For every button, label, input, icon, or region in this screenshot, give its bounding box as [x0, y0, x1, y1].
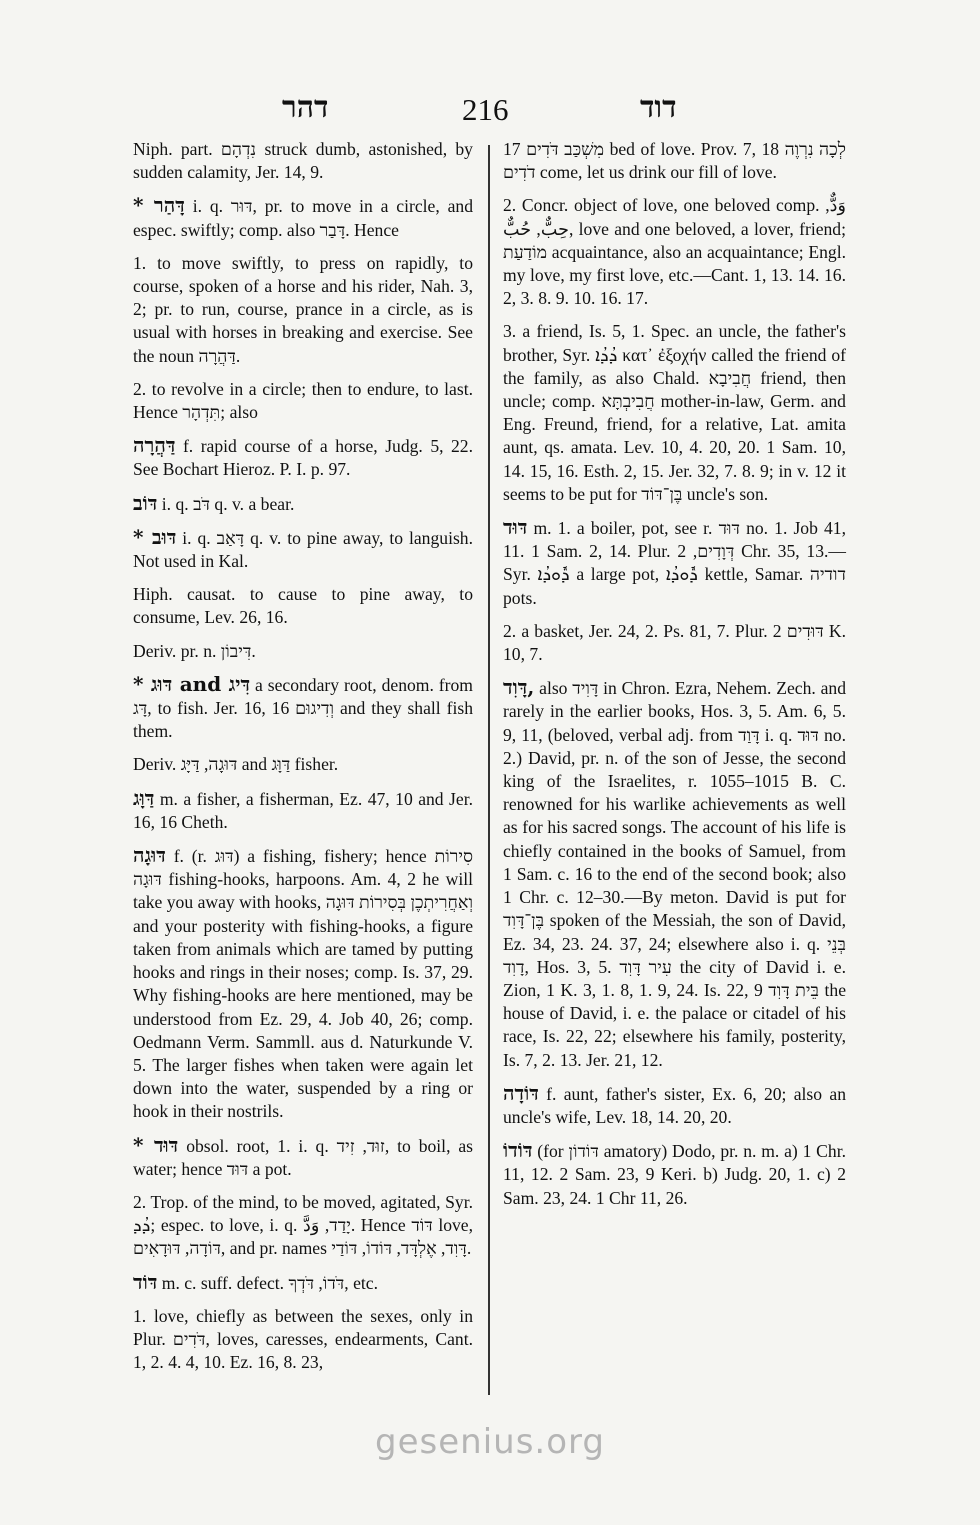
- headword: דַּוָּג: [133, 785, 155, 810]
- dictionary-entry: [503, 516, 846, 610]
- entry-text: 2. Concr. object of love, one beloved comp. وَدٌّ, حِبٌّ, حُبٌّ, love and one beloved, a lover, friend; מוֹדַעַת acquaintance, also an acquaintance; Engl. my love, my first love, etc.—Cant. 1, 13. 14. 16. 2, 3. 8. 9. 10. 16. 17.: [503, 195, 846, 309]
- entry-text: 2. Trop. of the mind, to be moved, agitated, Syr. ܕܳܕ; espec. to love, i. q. יָדַד, وَدَّ. Hence דּוֹד love, דּוֹדָה, דּוּדָאִים, and pr. names דָּוִד, אֶלְדָּד, דּוֹדוֹ, דּוֹדַי.: [133, 1191, 474, 1259]
- headword: * דּוּד: [133, 1132, 179, 1157]
- dictionary-entry: [133, 673, 473, 744]
- entry-text: 3. a friend, Is. 5, 1. Spec. an uncle, the father's brother, Syr. ܕܳܕܳܐ κατ᾽ ἐξοχήν called the friend of the family, as also Chald. חֲבִיבָא friend, then uncle; comp. חֲבִיבְתָּא mother-in-law, Germ. and Eng. Freund, friend, for a relative, Lat. amita aunt, qs. amata. Lev. 10, 4. 20, 20. 1 Sam. 10, 14. 15, 16. Esth. 2, 15. Jer. 32, 7. 8. 9; in v. 12 it seems to be put for בֶּן־דּוֹד uncle's son.: [503, 321, 846, 504]
- entry-text: obsol. root, 1. i. q. זוּד, זִיד, to boil, as water; hence דּוּד a pot.: [133, 1135, 474, 1179]
- entry-text: Niph. part. נִדְהָם struck dumb, astonished, by sudden calamity, Jer. 14, 9.: [133, 139, 473, 183]
- headword: דּוּד: [503, 515, 528, 540]
- dictionary-entry: [133, 434, 473, 481]
- entry-text: m. 1. a boiler, pot, see r. דּוּד no. 1. Job 41, 11. 1 Sam. 2, 14. Plur. דְּוָדִים, 2 Chr. 35, 13.—Syr. ܕܽܘܕܳܐ a large pot, ܕܽܘܕܳܐ kettle, Samar. דודיה pots.: [503, 518, 846, 608]
- headword: * דּוּב: [133, 524, 177, 549]
- dictionary-entry: [133, 492, 473, 516]
- entry-text: 2. to revolve in a circle; then to endure, to last. Hence תִּדְהָר; also: [133, 378, 473, 423]
- entry-text: Hiph. causat. to cause to pine away, to consume, Lev. 26, 16.: [133, 584, 473, 628]
- dictionary-entry: [133, 194, 473, 241]
- dictionary-entry: [133, 526, 473, 573]
- entry-text: also דָּוִיד in Chron. Ezra, Nehem. Zech. and rarely in the earlier books, Hos. 3, 5. Am. 6, 5. 9, 11, (beloved, verbal adj. from דָּוַד i. q. דּוּד no. 2.) David, pr. n. of the son of Jesse, the second king of the Israelites, r. 1055–1015 B. C. renowned for his warlike achievements as well as for his sacred songs. The account of his life is chiefly contained in the books of Samuel, from 1 Sam. c. 16 to the end of the second book; also 1 Chr. c. 12–30.—By meton. David is put for בֶּן־דָּוִד spoken of the Messiah, the son of David, Ez. 34, 23. 24. 37, 24; elsewhere also i. q. בְּנֵי דָוִד, Hos. 3, 5. עִיר דָּוִד the city of David i. e. Zion, 1 K. 3, 1. 8, 1. 9, 24. Is. 22, 9 בֵּית דָּוִד the house of David, i. e. the palace or citadel of his race, Is. 22, 22; elsewhere his family, posterity, Is. 7, 2. 13. Jer. 21, 12.: [503, 678, 847, 1070]
- entry-text: (for דּוֹדוֹן amatory) Dodo, pr. n. m. a) 1 Chr. 11, 12. 2 Sam. 23, 9 Keri. b) Judg. 20, 1. c) 2 Sam. 23, 24. 1 Chr 11, 26.: [503, 1141, 846, 1208]
- dictionary-entry: [133, 1191, 473, 1261]
- dictionary-entry: [503, 1082, 846, 1129]
- headword: דּוֹב: [133, 490, 158, 515]
- entry-text: 1. to move swiftly, to press on rapidly, to course, spoken of a horse and his rider, Nah. 3, 2; pr. to run, course, prance in a circle, as is usual with horses in breaking and exercise. See the noun דַּהֲרָה.: [133, 252, 473, 366]
- headword: * דּוּג and דִּיג: [133, 671, 251, 696]
- entry-text: Deriv. pr. n. דִּיבוֹן.: [133, 640, 256, 661]
- column-divider: [488, 145, 490, 1395]
- entry-text: a secondary root, denom. from דָּג, to fish. Jer. 16, 16 וְדִיגוּם and they shall fish them.: [133, 674, 473, 742]
- headword: * דָּהַר: [133, 193, 185, 218]
- entry-text: 2. a basket, Jer. 24, 2. Ps. 81, 7. Plur. דּוּדִים 2 K. 10, 7.: [503, 620, 846, 665]
- headword: דּוֹדוֹ: [503, 1138, 533, 1163]
- page-number: 216: [462, 92, 509, 127]
- dictionary-entry: [133, 1305, 473, 1375]
- dictionary-entry: [133, 583, 473, 629]
- dictionary-entry: [503, 1139, 846, 1210]
- dictionary-entry: [133, 640, 473, 663]
- dictionary-entry: [503, 138, 846, 184]
- dictionary-entry: [133, 138, 473, 184]
- headword: דַּהֲרָה: [133, 433, 176, 458]
- headword: דּוּגָה: [133, 843, 166, 868]
- entry-text: i. q. דֹּב q. v. a bear.: [161, 493, 295, 514]
- headword: דּוֹדָה: [503, 1080, 539, 1105]
- dictionary-entry: [133, 1134, 473, 1181]
- dictionary-entry: [133, 378, 473, 424]
- headword: דָּוִד,: [503, 675, 535, 700]
- entry-text: f. (r. דּוּג) a fishing, fishery; hence סִירוֹת דּוּגָה fishing-hooks, harpoons. Am. 4, 2 he will take you away with hooks, וְאַחֲרִיתְכֶן בְּסִירוֹת דּוּגָה and your posterity with fishing-hooks, a figure taken from animals which are tamed by putting hooks and rings in their noses; comp. Is. 37, 29. Why fishing-hooks are here mentioned, may be understood from Ez. 29, 4. Job 40, 26; comp. Oedmann Verm. Sammll. aus d. Naturkunde V. 5. The larger fishes when taken were again let down into the water, suspended by a ring or hook in their nostrils.: [133, 846, 473, 1122]
- entry-text: i. q. דּוּר, pr. to move in a circle, and espec. swiftly; comp. also דָּבַר. Hence: [133, 196, 474, 240]
- entry-text: f. aunt, father's sister, Ex. 6, 20; also an uncle's wife, Lev. 18, 14. 20, 20.: [503, 1083, 846, 1127]
- dictionary-entry: [133, 844, 473, 1123]
- entry-text: 1. love, chiefly as between the sexes, only in Plur. דֹּדִים, loves, caresses, endearments, Cant. 1, 2. 4. 4, 10. Ez. 16, 8. 23,: [133, 1305, 473, 1373]
- dictionary-entry: [503, 676, 846, 1071]
- entry-text: m. a fisher, a fisherman, Ez. 47, 10 and Jer. 16, 16 Cheth.: [133, 788, 473, 832]
- entry-text: Deriv. דּוּגָה, דַּיָּג and דַּוָּג fisher.: [133, 754, 339, 775]
- headword: דּוֹד: [133, 1269, 158, 1294]
- entry-text: f. rapid course of a horse, Judg. 5, 22. See Bochart Hieroz. P. I. p. 97.: [133, 436, 473, 480]
- dictionary-entry: [503, 194, 846, 310]
- running-head-left: דהר: [282, 90, 329, 125]
- dictionary-entry: [133, 753, 473, 776]
- dictionary-entry: [133, 1271, 473, 1295]
- left-column: [133, 138, 473, 1384]
- entry-text: 17 מִשְׁכַּב דֹּדִים bed of love. Prov. 7, 18 לְכָה נִרְוֶה דֹדִים come, let us drink our fill of love.: [503, 139, 846, 183]
- entry-text: i. q. דָּאַב q. v. to pine away, to languish. Not used in Kal.: [133, 527, 474, 572]
- dictionary-entry: [503, 620, 846, 666]
- dictionary-entry: [133, 252, 473, 368]
- dictionary-entry: [503, 320, 846, 506]
- entry-text: m. c. suff. defect. דֹּדוֹ, דֹּדְךָ, etc.: [161, 1272, 378, 1293]
- running-head-right: דוד: [640, 90, 677, 125]
- right-column: [503, 138, 846, 1220]
- dictionary-entry: [133, 787, 473, 834]
- watermark: gesenius.org: [375, 1422, 605, 1462]
